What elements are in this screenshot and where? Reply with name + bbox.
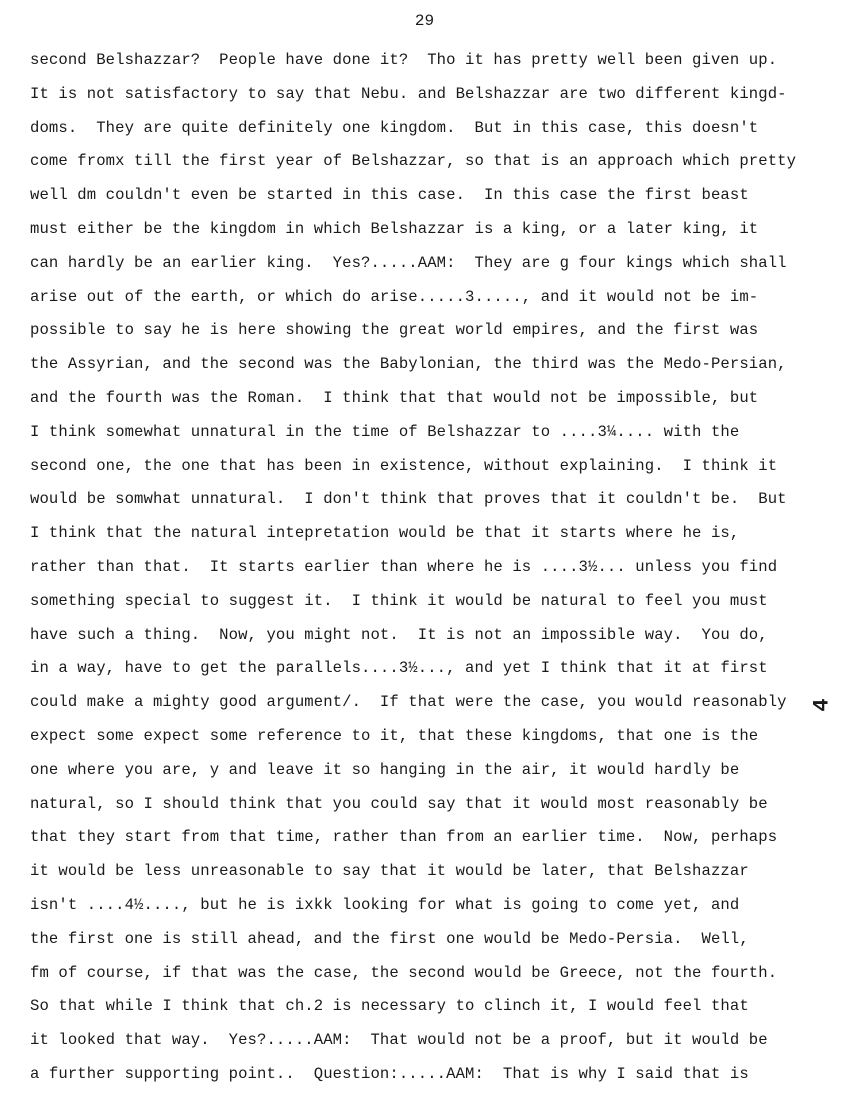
text-line: isn't ....4½...., but he is ixkk looking for what is going to come yet, and (30, 895, 740, 914)
text-line: it looked that way. Yes?.....AAM: That would not be a proof, but it would be (30, 1031, 768, 1050)
text-line: I think somewhat unnatural in the time of Belshazzar to ....3¼.... with the (30, 422, 740, 441)
text-line: fm of course, if that was the case, the second would be Greece, not the fourth. (30, 963, 778, 982)
margin-handwritten-mark: 4 (809, 698, 835, 712)
text-line: come fromx till the first year of Belshazzar, so that is an approach which pretty (30, 152, 797, 171)
text-line: that they start from that time, rather than from an earlier time. Now, perhaps (30, 828, 778, 847)
text-line: second one, the one that has been in existence, without explaining. I think it (30, 456, 778, 475)
text-line: could make a mighty good argument/. If that were the case, you would reasonably (30, 693, 787, 712)
text-line: and the fourth was the Roman. I think that that would not be impossible, but (30, 388, 759, 407)
text-line: So that while I think that ch.2 is necessary to clinch it, I would feel that (30, 997, 749, 1016)
text-line: expect some expect some reference to it, that these kingdoms, that one is the (30, 726, 759, 745)
text-line: possible to say he is here showing the great world empires, and the first was (30, 321, 759, 340)
text-line: well dm couldn't even be started in this case. In this case the first beast (30, 186, 749, 205)
text-line: second Belshazzar? People have done it? Tho it has pretty well been given up. (30, 51, 778, 69)
page-number: 29 (414, 12, 435, 30)
typed-text-body (30, 47, 845, 1095)
text-line: would be somwhat unnatural. I don't think that proves that it couldn't be. But (30, 490, 787, 509)
text-line: I think that the natural intepretation would be that it starts where he is, (30, 524, 740, 543)
text-line: the Assyrian, and the second was the Babylonian, the third was the Medo-Persian, (30, 355, 787, 374)
text-line: arise out of the earth, or which do arise.....3....., and it would not be im- (30, 287, 759, 306)
text-line: can hardly be an earlier king. Yes?.....AAM: They are g four kings which shall (30, 253, 787, 272)
text-line: It is not satisfactory to say that Nebu. and Belshazzar are two different kingd- (30, 84, 787, 103)
text-line: rather than that. It starts earlier than where he is ....3½... unless you find (30, 557, 778, 576)
text-line: have such a thing. Now, you might not. It is not an impossible way. You do, (30, 625, 768, 644)
text-line: natural, so I should think that you could say that it would most reasonably be (30, 794, 768, 813)
text-line: it would be less unreasonable to say that it would be later, that Belshazzar (30, 862, 749, 881)
text-line: in a way, have to get the parallels....3½..., and yet I think that it at first (30, 659, 768, 678)
text-line: must either be the kingdom in which Belshazzar is a king, or a later king, it (30, 219, 759, 238)
text-line: a further supporting point.. Question:.....AAM: That is why I said that is (30, 1064, 749, 1083)
text-line: the first one is still ahead, and the first one would be Medo-Persia. Well, (30, 929, 749, 948)
text-line: something special to suggest it. I think it would be natural to feel you must (30, 591, 768, 610)
text-line: one where you are, y and leave it so hanging in the air, it would hardly be (30, 760, 740, 779)
text-line: doms. They are quite definitely one kingdom. But in this case, this doesn't (30, 118, 759, 137)
